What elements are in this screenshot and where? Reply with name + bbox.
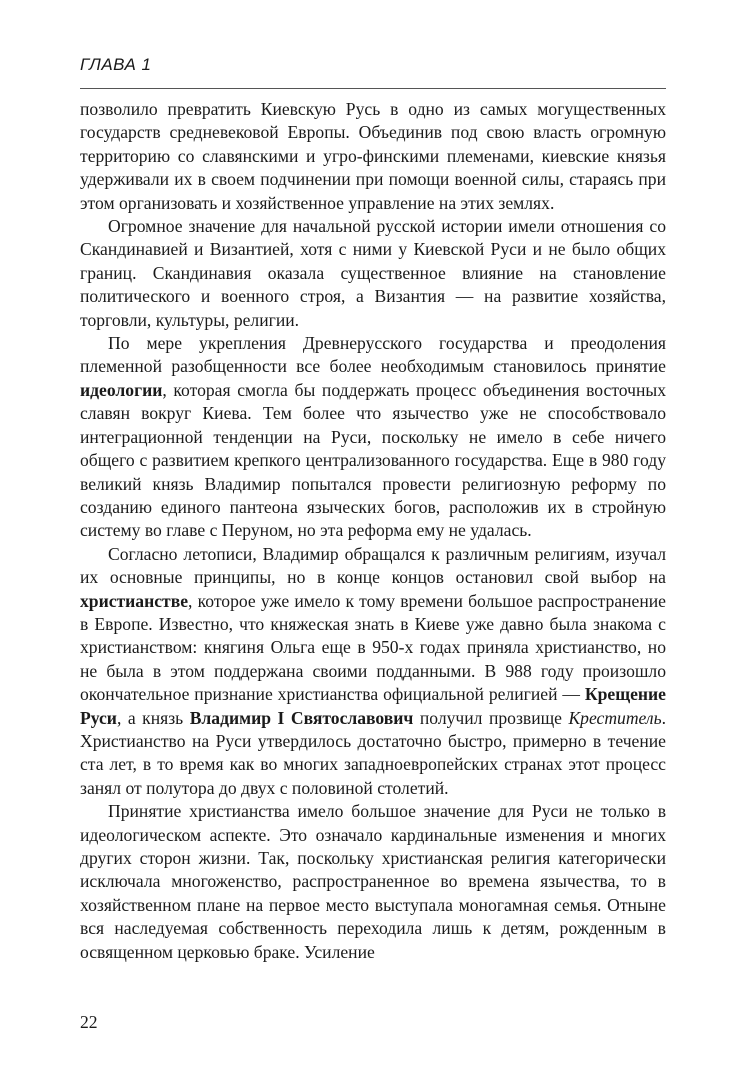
paragraph (80, 215, 666, 332)
chapter-header: ГЛАВА 1 (80, 55, 152, 74)
page-body-text (80, 98, 666, 964)
bold-term: Владимир I Святославович (189, 707, 414, 728)
text-run: , которая смогла бы поддержать процесс объединения восточных славян вокруг Киева. Тем более что язычество уже не способствовало интеграционной тенденции на Руси, поскольку не имело в себе ничего общего с развитием крепкого централизованного государства. Еще в 980 году великий князь Владимир попытался провести религиозную реформу по созданию единого пантеона языческих богов, расположив их в стройную систему во главе с Перуном, но эта реформа ему не удалась. (80, 379, 666, 541)
text-run: позволило превратить Киевскую Русь в одно из самых могущественных государств средневековой Европы. Объединив под свою власть огромную территорию со славянскими и угро-финскими племенами, киевские князья удерживали их в своем подчинении при помощи военной силы, стараясь при этом организовать и хозяйственное управление на этих землях. (80, 99, 666, 213)
bold-term: идеологии (80, 379, 163, 400)
text-run: . Христианство на Руси утвердилось достаточно быстро, примерно в течение ста лет, в то время как во многих западноевропейских странах этот процесс занял от полутора до двух с половиной столетий. (80, 707, 667, 798)
text-run: получил прозвище (413, 707, 569, 728)
bold-term: Крещение Руси (80, 684, 666, 728)
page-number: 22 (80, 1012, 98, 1032)
text-run: , которое уже имело к тому времени большое распространение в Европе. Известно, что княжеская знать в Киеве уже давно была знакома с христианством: княгиня Ольга еще в 950-х годах приняла христианство, но не была в этом поддержана своими подданными. В 988 году произошло окончательное признание христианства официальной религией — (80, 590, 666, 705)
italic-term: Креститель (568, 707, 662, 728)
header-rule (80, 88, 666, 89)
text-run: Принятие христианства имело большое значение для Руси не только в идеологическом аспекте. Это означало кардинальные изменения и многих других сторон жизни. Так, поскольку христианская религия категорически исключала многоженство, распространенное во времена язычества, то в хозяйственном плане на первое место выступала моногамная семья. Отныне вся наследуемая собственность переходила лишь к детям, рожденным в освященном церковью браке. Усиление (80, 801, 666, 962)
text-run: Согласно летописи, Владимир обращался к различным религиям, изучал их основные принципы, но в конце концов остановил свой выбор на (80, 543, 666, 588)
paragraph (80, 332, 666, 543)
text-run: , а князь (116, 707, 190, 728)
paragraph (80, 543, 666, 800)
paragraph (80, 98, 666, 215)
text-run: По мере укрепления Древнерусского государства и преодоления племенной разобщенности все более необходимым становилось принятие (80, 333, 666, 377)
bold-term: христианстве (80, 590, 189, 611)
paragraph (80, 800, 666, 964)
text-run: Огромное значение для начальной русской истории имели отношения со Скандинавией и Византией, хотя с ними у Киевской Руси и не было общих границ. Скандинавия оказала существенное влияние на становление политического и военного строя, а Византия — на развитие хозяйства, торговли, культуры, религии. (80, 216, 666, 330)
